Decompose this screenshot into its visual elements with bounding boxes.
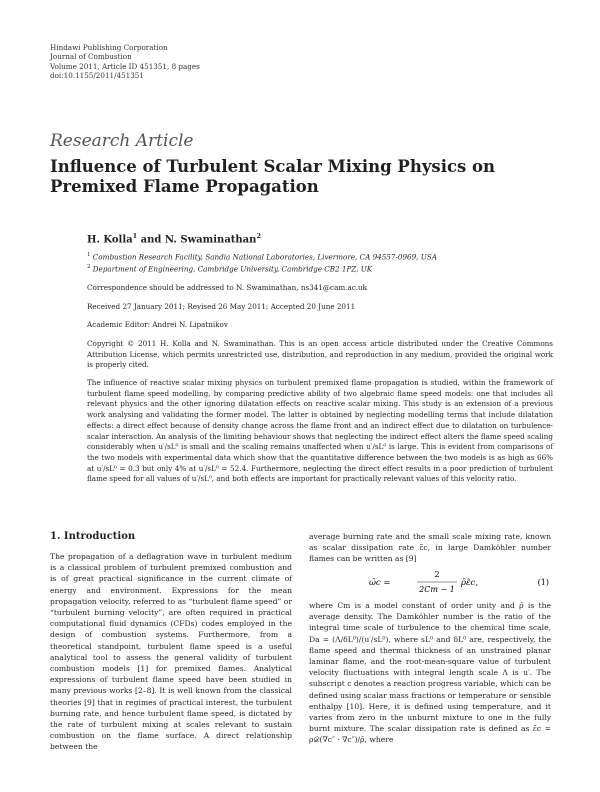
article-type: Research Article (50, 131, 194, 151)
equation-numerator: 2 (434, 570, 440, 579)
equation-denominator: 2Cm − 1 (419, 585, 455, 594)
abstract: The influence of reactive scalar mixing physics on turbulent premixed flame propagation is studied, within the framework of turbulent flame speed modelling, by comparing predictive ability of two algebraic flame speed models: one that includes all relevant physics and the other ignoring dilatation effects on reactive scalar mixing. This study is an extension of a previous work analysing and validating the former model. The latter is obtained by neglecting modelling terms that include dilatation effects: a direct effect because of density change across the flame front and an indirect effect due to dilatation on turbulence-scalar interaction. An analysis of the limiting behaviour shows that neglecting the indirect effect alters the flame speed scaling considerably when u′/sL⁰ is small and the scaling remains unaffected when u′/sL⁰ is large. This is evident from comparisons of the two models with experimental data which show that the quantitative difference between the two models is as high as 66% at u′/sL⁰ = 0.3 but only 4% at u′/sL⁰ = 52.4. Furthermore, neglecting the direct effect results in a poor prediction of turbulent flame speed for all values of u′/sL⁰, and both effects are important for practically relevant values of this velocity ratio. (87, 378, 553, 484)
title-line-2: Premixed Flame Propagation (50, 177, 319, 196)
intro-right-bottom: where Cm is a model constant of order unity and ρ̄ is the average density. The Damköhler number is the ratio of the integral time scale of turbulence to the chemical time scale, Da = (Λ/δL⁰)/(u′/sL⁰), where sL⁰ and δL⁰ are, respectively, the flame speed and thermal thickness of an unstrained planar laminar flame, and the root-mean-square value of turbulent velocity fluctuations with integral length scale Λ is u′. The subscript c denotes a reaction progress variable, which can be defined using scalar mass fractions or temperature or sensible enthalpy [10]. Here, it is defined using temperature, and it varies from zero in the unburnt mixture to one in the fully burnt mixture. The scalar dissipation rate is defined as ε̃c = ρ𝒟(∇c″ · ∇c″)/ρ̄, where (309, 601, 551, 745)
equation-1 (309, 567, 551, 597)
affiliation-2: $^2$ Department of Engineering, Cambridge University, Cambridge CB2 1PZ, UK (87, 264, 373, 274)
author-1-affil: 1 (132, 232, 138, 240)
author-conjunction: and (137, 234, 165, 246)
copyright: Copyright © 2011 H. Kolla and N. Swaminathan. This is an open access article distributed under the Creative Commons Attribution License, which permits unrestricted use, distribution, and reproduction in any medium, provided the original work is properly cited. (87, 339, 553, 370)
intro-right-top: average burning rate and the small scale mixing rate, known as scalar dissipation rate ε̃c, in large Damköhler number flames can be written as [9] (309, 532, 551, 564)
publisher: Hindawi Publishing Corporation (50, 43, 168, 52)
intro-left-column: The propagation of a deflagration wave in turbulent medium is a classical problem of turbulent premixed combustion and is of great practical significance in the current climate of energy and environment. Expressions for the mean propagation velocity, referred to as “turbulent flame speed” or “turbulent burning velocity”, are often required in practical computational fluid dynamics (CFDs) codes employed in the design of combustion systems. Furthermore, from a theoretical standpoint, turbulent flame speed is a useful analytical tool to assess the general validity of turbulent combustion models [1] for premixed flames. Analytical expressions of turbulent flame speed have been studied in many previous works [2–8]. It is well known from the classical theories [9] that in regimes of practical interest, the turbulent burning rate, and hence turbulent flame speed, is dictated by the rate of turbulent mixing at scales relevant to sustain combustion on the flame surface. A direct relationship between the (50, 552, 292, 752)
affiliations (87, 250, 437, 275)
author-2: N. Swaminathan (164, 234, 257, 246)
equation-svg (309, 567, 551, 597)
paper-title (50, 157, 510, 197)
journal-name: Journal of Combustion (50, 52, 132, 62)
dates: Received 27 January 2011; Revised 26 May 2011; Accepted 20 June 2011 (87, 302, 356, 311)
affiliation-1: $^1$ Combustion Research Facility, Sandia National Laboratories, Livermore, CA 94557-0969, USA (87, 252, 437, 262)
academic-editor: Academic Editor: Andrei N. Lipatnikov (87, 320, 228, 329)
author-2-affil: 2 (256, 232, 261, 240)
section-heading: 1. Introduction (50, 531, 136, 542)
equation-rhs: ρ̄ε̃c, (461, 578, 479, 588)
authors (87, 232, 261, 245)
correspondence: Correspondence should be addressed to N. Swaminathan, ns341@cam.ac.uk (87, 283, 368, 292)
author-1: H. Kolla (87, 234, 133, 246)
doi: doi:10.1155/2011/451351 (50, 71, 144, 81)
title-line-1: Influence of Turbulent Scalar Mixing Physics on (50, 157, 496, 176)
volume-info: Volume 2011, Article ID 451351, 8 pages (50, 61, 200, 71)
equation-number: (1) (537, 578, 549, 587)
equation-lhs: ω̄c = (369, 578, 391, 588)
journal-header (50, 43, 200, 81)
